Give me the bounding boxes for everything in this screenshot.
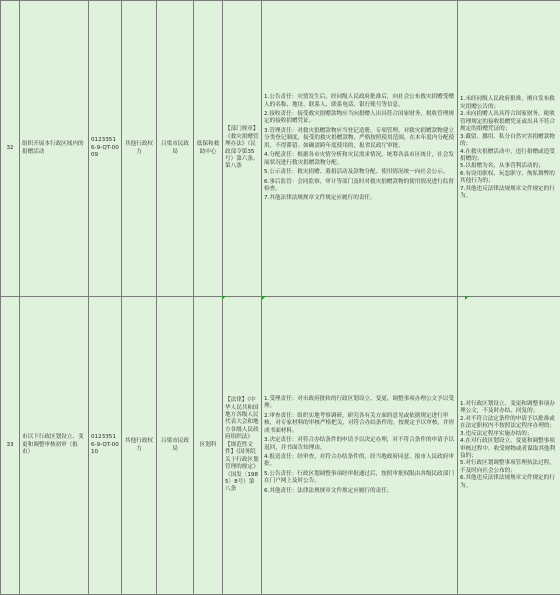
accountability-item: 3.违反法定程序实施办结的； <box>460 430 533 437</box>
item-name: 组织开展本行政区域内的捐赠活动 <box>20 1 89 297</box>
item-code: 01233516-9-QT-0009 <box>89 1 122 297</box>
accountability-item: 5.对行政区划调整事项管理执法过程，不及时向社会公布的； <box>460 460 555 474</box>
responsibility-item: 5.公告责任：行政区划调整事项经审批通过后，按照审批权限由各级民政部门在门户网上及时公告。 <box>264 470 454 485</box>
cell-comment-marker <box>222 296 226 300</box>
accountability-item: 5.以捐赠为名，从事营利活动的； <box>460 163 544 170</box>
accountability-item: 1.对行政区划设立、变更和调整事项办理公文，不及时办结、回复的； <box>460 400 555 415</box>
item-code: 01233516-9-QT-0010 <box>89 297 122 595</box>
responsibilities-cell <box>262 1 458 297</box>
handling-unit: 区划科 <box>194 297 223 595</box>
responsibility-item: 3.决定责任：对符合办结条件的申请予以决定办理，对不符合条件的申请予以退回，并书面告知理由。 <box>264 437 454 451</box>
accountability-item: 2.未向捐赠人出具符合国家财务、税收管理规定的接收捐赠凭证或出具不符合规定的捐赠凭证的； <box>460 111 556 133</box>
power-type: 其他行政权力 <box>122 297 157 595</box>
responsibility-item: 5.公示责任：救灾捐赠、募捐活动及款物分配、使用情况统一向社会公示。 <box>264 169 449 176</box>
power-type: 其他行政权力 <box>122 1 157 297</box>
legal-basis: 【部门规章】《救灾捐赠管理办法》（民政部令第35号）第六条、第八条 <box>223 1 262 297</box>
legal-basis: 【法律】《中华人民共和国地方各级人民代表大会和地方各级人民政府组织法》【规范性文件】《国务院关于行政区划管理的规定》（国发〔1985〕8号）第八条 <box>223 297 262 595</box>
responsibility-item: 1.受理责任：对市政府批转的行政区划设立、变更、调整事项办理公文予以受理。 <box>264 395 454 410</box>
responsibility-item: 3.管理责任：对救灾捐赠款物应当登记造册，专项管理。对救灾捐赠款物建立分类登记制度，接受的救灾捐赠款物，严格按照使用范围，在本年度内分配使用，不得滞留。如确需跨年度使用的，报省民政厅审批。 <box>264 127 455 149</box>
accountability-item: 6.有设用职权、玩忽职守、徇私舞弊的其他行为的； <box>460 170 555 185</box>
cell-comment-marker <box>262 296 266 300</box>
handling-unit: 低保和救助中心 <box>194 1 223 297</box>
cell-comment-marker <box>465 296 469 300</box>
responsibility-item: 6.事后监管：会同监察、审计等部门及时对救灾捐赠款物的使用情况进行监督检查。 <box>264 178 454 192</box>
responsibility-item: 2.审查责任：组织实地考察调研，研究各有关方面的意见或依据规定进行审核，对专家材料的审核严格把关，对符合办结条件的，按规定予以审核，并形成书面材料。 <box>264 412 455 434</box>
responsibility-item: 4.分配责任：根据各市灾情分析和灾民需求情况，统筹各县市区统计，社会发展状况进行救灾捐赠款物分配。 <box>264 152 454 166</box>
accountability-item: 4.在对行政区划设立、变更和调整事项审核过程中，收受财物或者谋取其他利益的； <box>460 438 556 459</box>
accountability-cell <box>458 297 560 595</box>
accountability-cell <box>458 1 560 297</box>
row-number: 33 <box>1 297 20 595</box>
accountability-item: 7.其他违反法律法规规章文件规定的行为。 <box>460 185 555 200</box>
accountability-item: 2.对不符合法定条件的申请予以批准或在法定职权内不按照法定程序办理的； <box>460 415 556 430</box>
accountability-item: 3.截留、挪用、私分自然灾害捐赠款物的； <box>460 133 555 148</box>
responsibility-item: 6.其他责任：法律法规规章文件规定应履行的责任。 <box>264 487 393 494</box>
responsibility-item: 2.接收责任：接受救灾捐赠款物应当向捐赠人出具符合国家财务、税收管理规定的接收捐赠凭证。 <box>264 111 454 125</box>
department: 吕梁市民政局 <box>157 1 194 297</box>
item-name: 市以下行政区划设立、变更和调整审核初审（报市） <box>20 297 89 595</box>
responsibility-item: 4.报送责任：经审查，对符合办结条件的，经当地政府同意，报市人民政府审批。 <box>264 453 454 468</box>
department: 吕梁市民政局 <box>157 297 194 595</box>
row-number: 32 <box>1 1 20 297</box>
accountability-item: 4.在救灾捐赠活动中，违行捐赠或造受捐赠的； <box>460 148 555 162</box>
responsibility-item: 7.其他法律法规规章文件规定应履行的责任。 <box>264 195 376 202</box>
responsibilities-cell <box>262 297 458 595</box>
responsibility-item: 1.公告责任：灾情发生后，经同级人民政府批准后，向社会公布救灾捐赠受赠人的名称、地址、联系人、联系电话、银行账号等信息。 <box>264 94 454 108</box>
table-row[interactable] <box>1 297 560 595</box>
accountability-item: 1.未经同级人民政府批准，擅自发布救灾捐赠公告的； <box>460 96 555 110</box>
table-row[interactable] <box>1 1 560 297</box>
accountability-item: 6.其他违反法律法规规章文件规定的行为。 <box>460 475 555 489</box>
